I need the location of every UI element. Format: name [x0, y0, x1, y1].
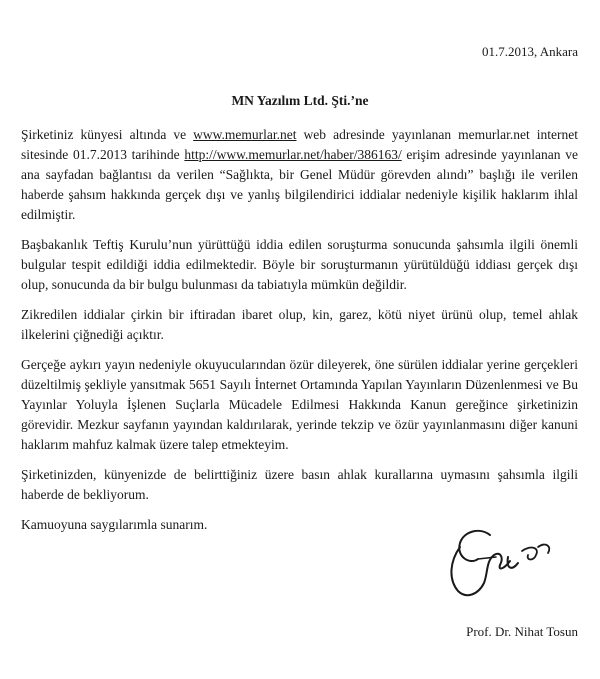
paragraph-1: [21, 125, 578, 225]
paragraph-1-text-a: Şirketiniz künyesi altında ve: [21, 127, 194, 142]
paragraph-3: Zikredilen iddialar çirkin bir iftiradan ibaret olup, kin, garez, kötü niyet ürünü olup, temel ahlak ilkelerini çiğnediği açıktır.: [21, 307, 578, 342]
article-link[interactable]: http://www.memurlar.net/haber/386163/: [184, 147, 402, 162]
letter-body: [21, 125, 578, 545]
paragraph-6: Kamuoyuna saygılarımla sunarım.: [21, 517, 208, 532]
paragraph-1-text-b: web adresinde yayınlanan memurlar.net internet sitesinde 01.7.2013 tarihinde: [21, 127, 578, 162]
recipient-heading: MN Yazılım Ltd. Şti.’ne: [231, 93, 369, 108]
date-place: 01.7.2013, Ankara: [481, 44, 578, 59]
paragraph-1-text-c: erişim adresinde yayınlanan ve ana sayfadan bağlantısı da verilen “Sağlıkta, bir Genel Müdür görevden alındı” başlığı ile verilen haberde şahsım hakkında gerçek dışı ve yanlış bilgilendirici iddialar nedeniyle kişilik haklarım ihlal edilmiştir.: [21, 147, 578, 222]
signer-name: Prof. Dr. Nihat Tosun: [466, 624, 578, 639]
signature-icon: [438, 517, 558, 601]
paragraph-2: Başbakanlık Teftiş Kurulu’nun yürüttüğü iddia edilen soruşturma sonucunda şahsımla ilgili önemli bulgular tespit edildiği iddia edilmektedir. Böyle bir soruşturmanın yürütüldüğü iddiası gerçek dışı olup, sonucunda da bir bulgu bulunması da tabiatıyla mümkün değildir.: [21, 237, 578, 292]
paragraph-4: Gerçeğe aykırı yayın nedeniyle okuyucularından özür dileyerek, öne sürülen iddialar yerine gerçekleri düzeltilmiş şekliyle yansıtmak 5651 Sayılı İnternet Ortamında Yapılan Yayınların Düzenlenmesi ve Bu Yayınlar Yoluyla İşlenen Suçlarla Mücadele Edilmesi Hakkında Kanun gereğince şirketinizin görevidir. Mezkur sayfanın yayından kaldırılarak, yerinde tekzip ve özür yayınlanmasını diğer kanuni haklarım mahfuz kalmak üzere talep etmekteyim.: [21, 357, 578, 452]
paragraph-5: Şirketinizden, künyenizde de belirttiğiniz üzere basın ahlak kurallarına uymasını şahsımla ilgili haberde de bekliyorum.: [21, 467, 578, 502]
website-link[interactable]: www.memurlar.net: [193, 127, 297, 142]
